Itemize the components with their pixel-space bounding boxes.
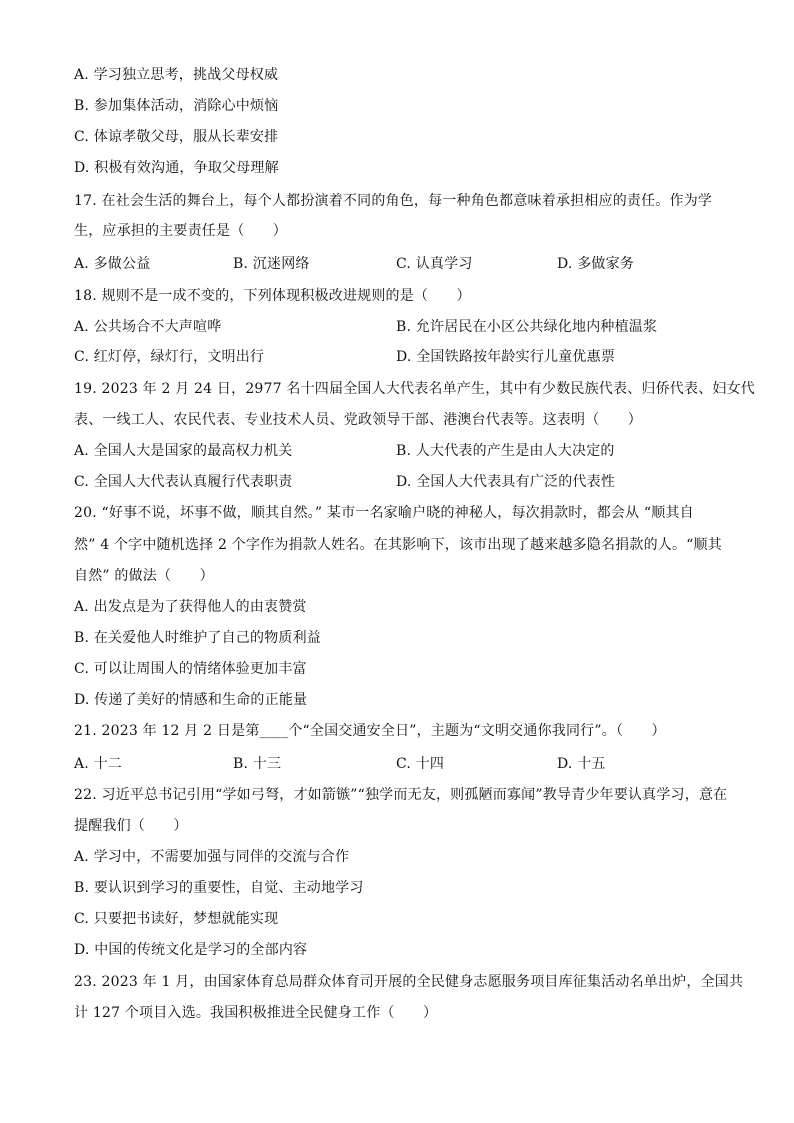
q17-option-b: B. 沉迷网络 xyxy=(233,256,310,272)
q22-stem-line1: 22. 习近平总书记引用“学如弓弩，才如箭镞”“独学而无友，则孤陋而寡闻”教导青少年要认真学习，意在 xyxy=(74,787,728,803)
prev-option-d: D. 积极有效沟通，争取父母理解 xyxy=(74,160,279,176)
q20-option-c: C. 可以让周围人的情绪体验更加丰富 xyxy=(74,661,307,677)
q20-option-d: D. 传递了美好的情感和生命的正能量 xyxy=(74,692,308,708)
q17-stem-line2: 生，应承担的主要责任是（ ） xyxy=(74,223,287,239)
q21-option-c: C. 十四 xyxy=(396,756,445,772)
q19-stem-line1: 19. 2023 年 2 月 24 日，2977 名十四届全国人大代表名单产生，其中有少数民族代表、归侨代表、妇女代 xyxy=(74,381,755,397)
prev-option-b: B. 参加集体活动，消除心中烦恼 xyxy=(74,98,279,114)
q22-option-d: D. 中国的传统文化是学习的全部内容 xyxy=(74,942,308,958)
q18-option-a: A. 公共场合不大声喧哗 xyxy=(74,319,222,335)
q19-option-a: A. 全国人大是国家的最高权力机关 xyxy=(74,443,293,459)
q23-stem-line2: 计 127 个项目入选。我国积极推进全民健身工作（ ） xyxy=(74,1005,438,1021)
q21-option-b: B. 十三 xyxy=(233,756,282,772)
q18-option-c: C. 红灯停，绿灯行，文明出行 xyxy=(74,349,265,365)
q20-stem-line2: 然” 4 个字中随机选择 2 个字作为捐款人姓名。在其影响下，该市出现了越来越多隐名捐款的人。“顺其 xyxy=(74,537,722,553)
prev-option-a: A. 学习独立思考，挑战父母权威 xyxy=(74,67,279,83)
prev-option-c: C. 体谅孝敬父母，服从长辈安排 xyxy=(74,129,279,145)
q17-option-c: C. 认真学习 xyxy=(396,256,473,272)
q19-option-d: D. 全国人大代表具有广泛的代表性 xyxy=(396,474,616,490)
q19-option-c: C. 全国人大代表认真履行代表职责 xyxy=(74,474,293,490)
q20-stem-line1: 20. “好事不说，坏事不做，顺其自然。” 某市一名家喻户晓的神秘人，每次捐款时，都会从 “顺其自 xyxy=(74,505,694,521)
q17-stem-line1: 17. 在社会生活的舞台上，每个人都扮演着不同的角色，每一种角色都意味着承担相应的责任。作为学 xyxy=(74,193,713,209)
q17-option-d: D. 多做家务 xyxy=(557,256,635,272)
q21-stem-line1: 21. 2023 年 12 月 2 日是第____个“全国交通安全日”，主题为“文明交通你我同行”。（ ） xyxy=(74,723,666,739)
q18-stem-line1: 18. 规则不是一成不变的，下列体现积极改进规则的是（ ） xyxy=(74,288,471,304)
q18-option-b: B. 允许居民在小区公共绿化地内种植温浆 xyxy=(396,319,658,335)
q21-option-a: A. 十二 xyxy=(74,756,123,772)
q18-option-d: D. 全国铁路按年龄实行儿童优惠票 xyxy=(396,349,616,365)
q23-stem-line1: 23. 2023 年 1 月，由国家体育总局群众体育司开展的全民健身志愿服务项目库征集活动名单出炉，全国共 xyxy=(74,974,744,990)
q22-option-c: C. 只要把书读好，梦想就能实现 xyxy=(74,911,279,927)
q21-option-d: D. 十五 xyxy=(557,756,606,772)
q22-option-b: B. 要认识到学习的重要性，自觉、主动地学习 xyxy=(74,880,364,896)
q17-option-a: A. 多做公益 xyxy=(74,256,151,272)
q20-stem-line3: 自然” 的做法（ ） xyxy=(74,568,214,584)
q20-option-b: B. 在关爱他人时维护了自己的物质利益 xyxy=(74,630,321,646)
q19-option-b: B. 人大代表的产生是由人大决定的 xyxy=(396,443,615,459)
q20-option-a: A. 出发点是为了获得他人的由衷赞赏 xyxy=(74,599,307,615)
q22-option-a: A. 学习中，不需要加强与同伴的交流与合作 xyxy=(74,849,350,865)
q19-stem-line2: 表、一线工人、农民代表、专业技术人员、党政领导干部、港澳台代表等。这表明（ ） xyxy=(74,412,642,428)
q22-stem-line2: 提醒我们（ ） xyxy=(74,818,188,834)
